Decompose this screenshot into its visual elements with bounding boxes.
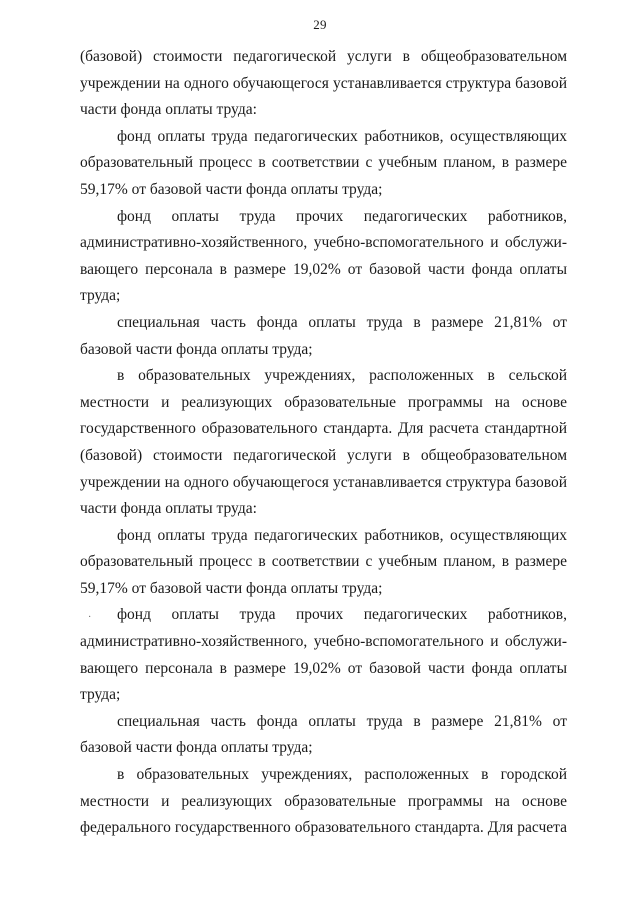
paragraph-1: (базовой) стоимости педагогической услуги в общеобразовательном учреждении на одного обучающегося устанавливается структура базовой части фонда оплаты труда:	[80, 48, 567, 119]
paragraph-6: фонд оплаты труда педагогических работников, осуществляющих образовательный процесс в соответствии с учебным планом, в размере 59,17% от базовой части фонда оплаты труда;	[80, 526, 567, 597]
page-number: 29	[313, 17, 327, 32]
paragraph-5: в образовательных учреждениях, расположенных в сельской местности и реализующих образовательные программы на основе государственного образовательного стандарта. Для расчета стандартной (базовой) стоимости педагогической услуги в общеобразовательном учреждении на одного обучающегося устанавливается структура базовой части фонда оплаты труда:	[80, 367, 567, 518]
paragraph-9: в образовательных учреждениях, расположенных в городской местности и реализующих образовательные программы на основе федерального государственного образовательного стандарта. Для расчета	[80, 766, 567, 837]
paragraph-8: специальная часть фонда оплаты труда в размере 21,81% от базовой части фонда оплаты труда;	[80, 712, 567, 757]
document-body	[80, 44, 567, 842]
paragraph-3: фонд оплаты труда прочих педагогических работников, административно-хозяйственного, учебно-вспомогательного и обслуживающего персонала в размере 19,02% от базовой части фонда оплаты труда;	[80, 207, 567, 305]
paragraph-2: фонд оплаты труда педагогических работников, осуществляющих образовательный процесс в соответствии с учебным планом, в размере 59,17% от базовой части фонда оплаты труда;	[80, 127, 567, 198]
scan-speck-mark: ·	[88, 612, 92, 623]
paragraph-4: специальная часть фонда оплаты труда в размере 21,81% от базовой части фонда оплаты труда;	[80, 313, 567, 358]
paragraph-7: фонд оплаты труда прочих педагогических работников, административно-хозяйственного, учебно-вспомогательного и обслуживающего персонала в размере 19,02% от базовой части фонда оплаты труда;	[80, 606, 567, 704]
